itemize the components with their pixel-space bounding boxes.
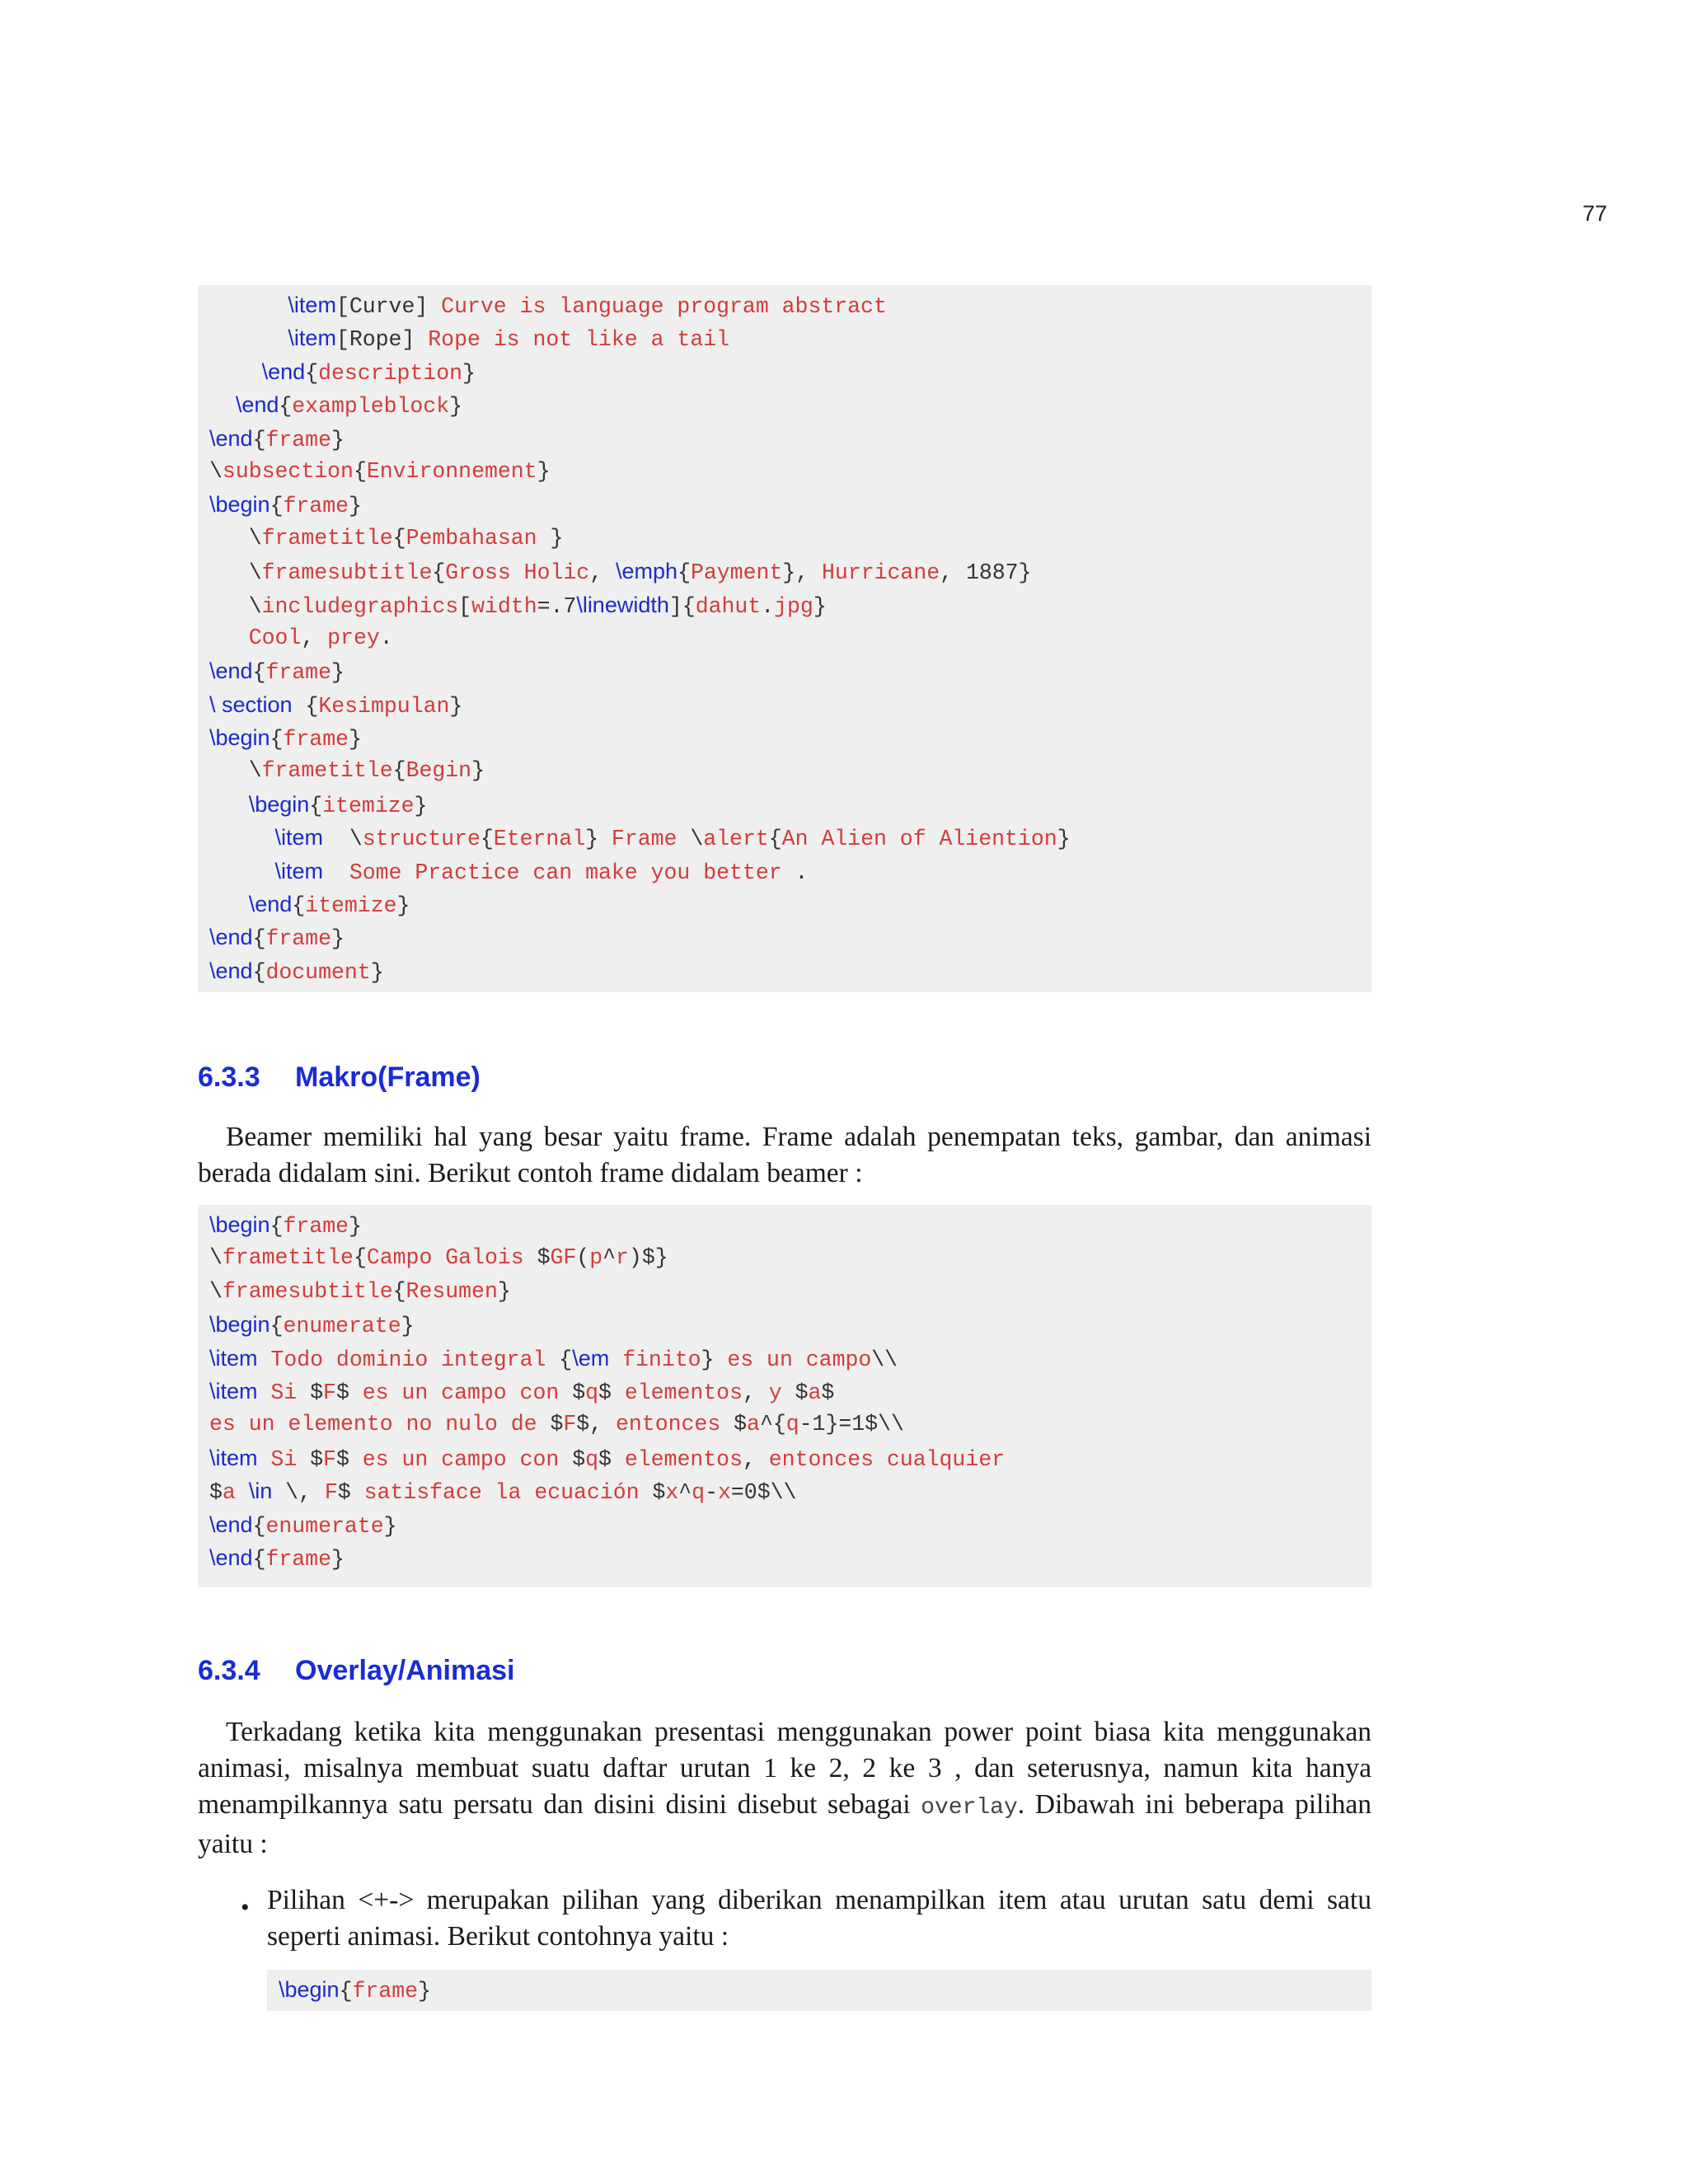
code-token: { bbox=[353, 1245, 367, 1271]
code-token: } bbox=[349, 1214, 362, 1239]
code-token: \item bbox=[209, 1445, 258, 1470]
code-token: $ bbox=[795, 1380, 809, 1405]
code-token: a bbox=[808, 1380, 822, 1405]
code-line bbox=[209, 555, 1372, 588]
code-line bbox=[209, 1342, 1372, 1375]
code-line bbox=[209, 388, 1372, 421]
code-token: es un elemento no nulo de bbox=[209, 1412, 551, 1437]
code-token: [Rope] bbox=[335, 327, 429, 353]
code-token: entonces bbox=[616, 1412, 734, 1437]
code-token: x bbox=[665, 1480, 679, 1506]
code-line bbox=[209, 1241, 1372, 1274]
code-line bbox=[209, 288, 1372, 321]
code-token: \end bbox=[235, 392, 279, 418]
code-token: Payment bbox=[690, 560, 783, 586]
code-token: F bbox=[323, 1380, 336, 1405]
code-token bbox=[209, 394, 236, 419]
code-token: Some Practice can make you better bbox=[349, 860, 782, 885]
code-token bbox=[209, 361, 262, 386]
code-token: framesubtitle bbox=[261, 560, 433, 586]
code-token: \ bbox=[209, 458, 223, 484]
code-line bbox=[209, 455, 1372, 488]
code-token: Curve is language program abstract bbox=[441, 294, 887, 319]
code-token: )$} bbox=[628, 1245, 668, 1271]
code-token: { bbox=[252, 427, 266, 452]
code-token: \in bbox=[248, 1479, 273, 1504]
code-token: q bbox=[585, 1446, 599, 1472]
code-token: $ bbox=[598, 1380, 625, 1405]
code-line bbox=[209, 754, 1372, 787]
code-token bbox=[209, 860, 275, 885]
code-token: \ bbox=[209, 560, 262, 586]
code-token: \begin bbox=[209, 492, 270, 518]
code-line bbox=[209, 1375, 1372, 1408]
code-token: enumerate bbox=[283, 1314, 401, 1339]
code-token: \ section bbox=[209, 691, 293, 717]
code-token: \ bbox=[209, 525, 262, 551]
code-line bbox=[209, 1275, 1372, 1308]
code-token: [ bbox=[458, 593, 472, 619]
code-token: Environnement bbox=[366, 458, 537, 484]
code-token: { bbox=[292, 893, 306, 919]
code-token: } bbox=[349, 727, 362, 752]
code-token: { bbox=[768, 827, 782, 852]
code-token: { bbox=[392, 1278, 406, 1304]
code-token: Cool bbox=[248, 625, 302, 650]
code-token: ]{ bbox=[668, 593, 696, 619]
code-token: } bbox=[462, 360, 476, 386]
code-token: x bbox=[717, 1480, 731, 1506]
code-token: Si bbox=[270, 1380, 311, 1405]
code-token: } bbox=[449, 693, 463, 719]
code-token: } bbox=[1057, 827, 1071, 852]
code-token: , bbox=[301, 625, 328, 650]
code-token: satisface la ecuación bbox=[363, 1480, 653, 1506]
code-token: $ bbox=[537, 1245, 551, 1271]
code-token: } bbox=[550, 525, 564, 551]
code-token: entonces cualquier bbox=[768, 1446, 1006, 1472]
inline-code-overlay: overlay bbox=[921, 1795, 1018, 1821]
code-token: jpg bbox=[774, 593, 814, 619]
code-token: $ bbox=[734, 1412, 748, 1437]
code-token: \end bbox=[209, 425, 253, 451]
code-token: { bbox=[270, 1314, 284, 1339]
paragraph-makro-frame: Beamer memiliki hal yang besar yaitu frame. Frame adalah penempatan teks, gambar, dan animasi berada didalam sini. Berikut contoh frame didalam beamer : bbox=[198, 1122, 1372, 1188]
code-token: frame bbox=[283, 727, 349, 752]
code-token: } bbox=[585, 827, 612, 852]
code-token: q bbox=[785, 1412, 799, 1437]
code-line bbox=[209, 1308, 1372, 1341]
code-token: includegraphics bbox=[261, 593, 459, 619]
section-number: 6.3.4 bbox=[198, 1655, 260, 1686]
code-token: } bbox=[701, 1347, 728, 1372]
code-token: frame bbox=[265, 427, 331, 452]
code-token: $ bbox=[572, 1446, 586, 1472]
code-token bbox=[209, 827, 275, 851]
code-token: \begin bbox=[209, 1212, 270, 1237]
code-token: { bbox=[252, 1546, 266, 1572]
code-line bbox=[209, 522, 1372, 555]
code-token: \\ bbox=[871, 1347, 898, 1372]
code-line bbox=[209, 855, 1372, 888]
code-token: } bbox=[497, 1278, 511, 1304]
code-token: F bbox=[324, 1480, 338, 1506]
code-token: F bbox=[323, 1446, 336, 1472]
code-token: es un campo bbox=[727, 1347, 872, 1372]
code-line bbox=[209, 821, 1372, 854]
code-token: -1}=1$\\ bbox=[799, 1412, 904, 1437]
code-token: { bbox=[270, 494, 284, 519]
code-token: itemize bbox=[322, 793, 415, 818]
code-token: es un campo con bbox=[362, 1380, 573, 1405]
code-token: exampleblock bbox=[292, 394, 450, 419]
code-token: $ bbox=[598, 1446, 625, 1472]
code-line bbox=[209, 1408, 1372, 1441]
code-token: itemize bbox=[305, 893, 397, 919]
code-token: { bbox=[480, 827, 494, 852]
code-token: $ bbox=[209, 1480, 223, 1506]
code-token: } bbox=[401, 1314, 415, 1339]
code-token: \end bbox=[209, 958, 253, 983]
code-token: - bbox=[705, 1480, 718, 1506]
code-token bbox=[258, 1380, 271, 1405]
code-token: { bbox=[678, 560, 691, 586]
code-token: \item bbox=[288, 326, 336, 351]
code-token: { bbox=[252, 1513, 266, 1539]
code-token: , bbox=[742, 1380, 769, 1405]
code-line bbox=[209, 954, 1372, 987]
code-token: =0$\\ bbox=[730, 1480, 797, 1506]
code-token: { bbox=[270, 727, 284, 752]
code-token: } bbox=[471, 758, 485, 784]
code-token: Frame bbox=[611, 827, 678, 852]
code-token: frametitle bbox=[261, 525, 393, 551]
code-line bbox=[209, 1508, 1372, 1541]
code-block-frame-begin bbox=[267, 1970, 1372, 2011]
code-token: { bbox=[270, 1214, 284, 1239]
code-token: \em bbox=[572, 1345, 610, 1371]
code-token: { bbox=[339, 1979, 353, 2004]
code-token: . bbox=[761, 593, 775, 619]
paragraph-overlay bbox=[198, 1714, 1372, 1863]
code-token: { bbox=[279, 394, 293, 419]
page-number: 77 bbox=[1582, 201, 1607, 226]
code-token: } bbox=[396, 893, 410, 919]
code-line bbox=[209, 788, 1372, 821]
code-token: { bbox=[392, 758, 406, 784]
code-token: enumerate bbox=[265, 1513, 384, 1539]
code-token: \, bbox=[272, 1480, 325, 1506]
code-token bbox=[236, 1480, 249, 1505]
code-token: q bbox=[692, 1480, 706, 1506]
code-token: es un campo con bbox=[362, 1446, 573, 1472]
code-token: ^ bbox=[678, 1480, 692, 1506]
code-token: Kesimpulan bbox=[318, 693, 450, 719]
code-token: } bbox=[537, 458, 551, 484]
code-line bbox=[209, 654, 1372, 687]
code-token: p bbox=[589, 1245, 603, 1271]
code-token: \end bbox=[248, 892, 293, 917]
code-token: frame bbox=[352, 1979, 418, 2004]
code-token: } bbox=[331, 926, 345, 952]
code-token bbox=[258, 1347, 271, 1372]
code-token: structure bbox=[362, 827, 481, 852]
code-line bbox=[209, 488, 1372, 521]
code-block-beamer-document bbox=[198, 285, 1372, 992]
code-token: \emph bbox=[616, 559, 678, 584]
code-line bbox=[209, 588, 1372, 621]
code-token: }, bbox=[782, 560, 823, 586]
code-token: description bbox=[318, 360, 463, 386]
code-token bbox=[609, 1347, 622, 1372]
code-line bbox=[209, 1441, 1372, 1474]
code-token: \ bbox=[209, 593, 262, 619]
code-token: } bbox=[449, 394, 463, 419]
code-token: \ bbox=[209, 1278, 223, 1304]
code-token: subsection bbox=[222, 458, 354, 484]
code-token: Gross Holic bbox=[445, 560, 590, 586]
code-token: } bbox=[349, 494, 362, 519]
code-token: \item bbox=[274, 858, 324, 883]
code-token: Begin bbox=[406, 758, 472, 784]
code-token: } bbox=[370, 959, 384, 985]
code-token: Rope is not like a tail bbox=[428, 327, 730, 353]
code-line bbox=[209, 321, 1372, 354]
code-token: { bbox=[305, 360, 319, 386]
code-line bbox=[209, 1541, 1372, 1574]
code-token: prey bbox=[327, 625, 380, 650]
code-token: { bbox=[309, 793, 323, 818]
code-line bbox=[209, 721, 1372, 754]
code-token: , bbox=[589, 560, 617, 586]
code-token: Campo Galois bbox=[366, 1245, 537, 1271]
code-block-frame-example bbox=[198, 1205, 1372, 1587]
code-token: $ bbox=[652, 1480, 666, 1506]
code-token: \ bbox=[677, 827, 704, 852]
code-token: $ bbox=[310, 1446, 324, 1472]
code-token: frametitle bbox=[261, 758, 393, 784]
code-token: Todo dominio integral bbox=[270, 1347, 560, 1372]
code-token: Hurricane bbox=[822, 560, 940, 586]
code-token: \end bbox=[209, 658, 253, 684]
code-token bbox=[209, 893, 249, 918]
code-token: frame bbox=[265, 926, 331, 952]
code-token bbox=[209, 294, 288, 319]
section-heading-6-3-3 bbox=[198, 1062, 481, 1094]
code-token: \ bbox=[323, 827, 363, 852]
code-token: An Alien of Aliention bbox=[781, 827, 1057, 852]
code-token: } bbox=[331, 660, 345, 686]
code-token: . bbox=[781, 860, 809, 885]
code-token: \end bbox=[209, 925, 253, 950]
code-token: =.7 bbox=[537, 593, 577, 619]
code-token: } bbox=[383, 1513, 397, 1539]
code-token: $ bbox=[310, 1380, 324, 1405]
code-token: \item bbox=[288, 293, 336, 317]
code-token: $, bbox=[576, 1412, 616, 1437]
code-token: elementos bbox=[624, 1380, 743, 1405]
code-token: r bbox=[616, 1245, 629, 1271]
code-token: } bbox=[331, 1546, 345, 1572]
code-token: \end bbox=[209, 1544, 253, 1570]
code-token: , 1887} bbox=[940, 560, 1032, 586]
code-token: Resumen bbox=[406, 1278, 498, 1304]
code-token: } bbox=[331, 427, 345, 452]
section-title: Makro(Frame) bbox=[295, 1062, 481, 1093]
code-token: \ bbox=[209, 1245, 223, 1271]
code-token: \end bbox=[209, 1511, 253, 1537]
code-token: finito bbox=[622, 1347, 701, 1372]
code-token: \begin bbox=[279, 1977, 340, 2002]
code-token: a bbox=[747, 1412, 760, 1437]
paragraph-text: . Dibawah ini beberapa pilihan yaitu : bbox=[198, 1789, 1372, 1859]
code-token: \begin bbox=[248, 791, 310, 817]
code-token: frame bbox=[265, 1546, 331, 1572]
code-token: alert bbox=[703, 827, 769, 852]
code-token: ( bbox=[576, 1245, 590, 1271]
code-token: \item bbox=[209, 1378, 258, 1404]
code-token: elementos bbox=[624, 1446, 743, 1472]
code-token: . bbox=[379, 625, 393, 650]
code-token: y bbox=[768, 1380, 795, 1405]
code-token: \item bbox=[274, 825, 324, 851]
code-token: $ bbox=[335, 1446, 363, 1472]
code-token: $ bbox=[821, 1380, 835, 1405]
code-token: frametitle bbox=[222, 1245, 354, 1271]
code-token: \linewidth bbox=[576, 592, 669, 617]
code-token bbox=[258, 1447, 271, 1472]
code-token bbox=[209, 327, 288, 352]
code-token bbox=[323, 860, 349, 885]
code-token: { bbox=[252, 959, 266, 985]
code-token: frame bbox=[283, 494, 349, 519]
code-token: , bbox=[742, 1446, 769, 1472]
code-token: { bbox=[392, 525, 406, 551]
code-token bbox=[209, 794, 249, 818]
code-token: \begin bbox=[209, 1312, 270, 1338]
code-token: document bbox=[265, 959, 371, 985]
code-token: Si bbox=[270, 1446, 311, 1472]
code-token: { bbox=[252, 660, 266, 686]
code-token: { bbox=[353, 458, 367, 484]
code-line bbox=[209, 921, 1372, 954]
code-token: { bbox=[292, 693, 319, 719]
section-heading-6-3-4 bbox=[198, 1655, 514, 1687]
code-token: [Curve] bbox=[335, 294, 442, 319]
code-token: \begin bbox=[209, 725, 270, 751]
code-token: { bbox=[252, 926, 266, 952]
code-line bbox=[209, 422, 1372, 455]
code-token: \ bbox=[209, 758, 262, 784]
code-token: $ bbox=[335, 1380, 363, 1405]
code-line bbox=[209, 355, 1372, 388]
code-token: } bbox=[414, 793, 428, 818]
code-token: width bbox=[471, 593, 537, 619]
code-token: ^{ bbox=[759, 1412, 786, 1437]
bullet-item-pilihan: Pilihan <+-> merupakan pilihan yang diberikan menampilkan item atau urutan satu demi satu seperti animasi. Berikut contohnya yaitu : bbox=[267, 1885, 1372, 1952]
code-token: Eternal bbox=[493, 827, 586, 852]
code-token: $ bbox=[337, 1480, 364, 1506]
code-token bbox=[209, 626, 249, 650]
code-line bbox=[209, 688, 1372, 721]
code-token: { bbox=[432, 560, 446, 586]
paragraph-text: Terkadang ketika kita menggunakan presentasi menggunakan power point biasa kita menggunakan animasi, misalnya membuat suatu daftar urutan 1 ke 2, 2 ke 3 , dan seterusnya, namun kita hanya menampilkannya satu persatu dan disini disini disebut sebagai bbox=[198, 1717, 1372, 1820]
code-token: q bbox=[585, 1380, 599, 1405]
code-token: $ bbox=[550, 1412, 564, 1437]
code-token: GF bbox=[550, 1245, 577, 1271]
code-token: \item bbox=[209, 1345, 258, 1371]
code-token: Pembahasan bbox=[406, 525, 551, 551]
code-token: $ bbox=[572, 1380, 586, 1405]
code-token: } bbox=[813, 593, 827, 619]
code-token: frame bbox=[265, 660, 331, 686]
code-token: dahut bbox=[695, 593, 762, 619]
section-title: Overlay/Animasi bbox=[295, 1655, 515, 1686]
code-line bbox=[209, 1208, 1372, 1241]
code-line bbox=[209, 888, 1372, 921]
code-token: { bbox=[559, 1347, 573, 1372]
code-token: \end bbox=[261, 359, 306, 384]
section-number: 6.3.3 bbox=[198, 1062, 260, 1093]
code-token: } bbox=[418, 1979, 431, 2004]
code-line bbox=[209, 621, 1372, 654]
code-token: frame bbox=[283, 1214, 349, 1239]
code-token: a bbox=[222, 1480, 236, 1506]
code-line bbox=[279, 1973, 1372, 2006]
code-token: F bbox=[563, 1412, 577, 1437]
code-token: ^ bbox=[603, 1245, 617, 1271]
bullet-marker: • bbox=[241, 1894, 250, 1921]
code-token: framesubtitle bbox=[222, 1278, 393, 1304]
code-line bbox=[209, 1474, 1372, 1507]
